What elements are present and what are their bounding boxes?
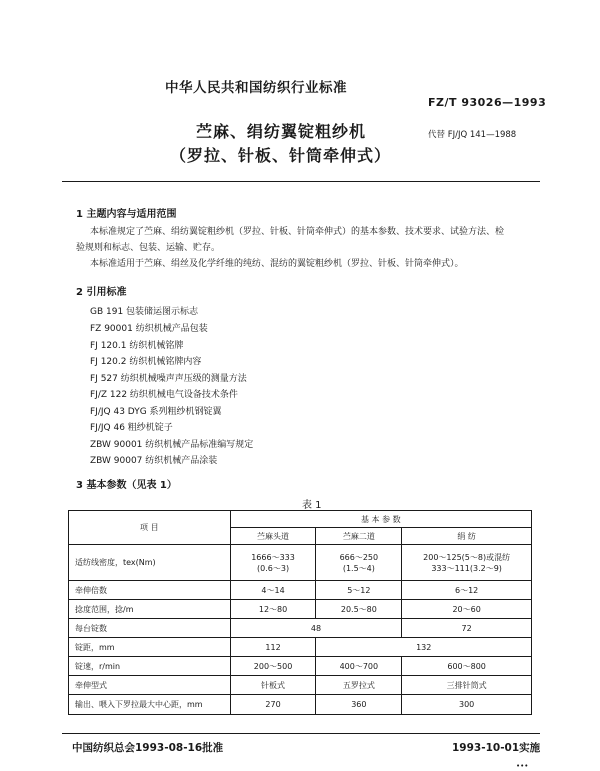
parameters-table (68, 510, 532, 715)
row-label: 牵伸型式 (69, 676, 231, 695)
replaces-note: 代替 FJ/JQ 141—1988 (428, 130, 517, 140)
standard-number: FZ/T 93026—1993 (428, 96, 547, 109)
section3-heading: 3 基本参数（见表 1） (76, 480, 177, 491)
table-cell: 5～12 (316, 581, 402, 600)
table-cell: 6～12 (402, 581, 532, 600)
table-cell: 1666～333 (0.6～3) (230, 545, 316, 581)
document-subtitle: （罗拉、针板、针筒牵伸式） (170, 146, 392, 165)
header-params: 基 本 参 数 (230, 511, 531, 528)
ref-item: FZ 90001 纺织机械产品包装 (90, 324, 208, 334)
approval-date: 中国纺织总会1993-08-16批准 (72, 742, 224, 754)
header-col-c: 绢 纺 (402, 528, 532, 545)
row-label: 锭速，r/min (69, 657, 231, 676)
footer-rule (62, 733, 540, 734)
row-label: 锭距，mm (69, 638, 231, 657)
ref-item: FJ/JQ 46 粗纱机锭子 (90, 423, 173, 433)
row-label: 适纺线密度，tex(Nm) (69, 545, 231, 581)
table-cell: 300 (402, 695, 532, 715)
table-cell: 666～250 (1.5～4) (316, 545, 402, 581)
ref-item: ZBW 90001 纺织机械产品标准编写规定 (90, 440, 254, 450)
header-item: 项 目 (69, 511, 231, 545)
row-label: 捻度范围，捻/m (69, 600, 231, 619)
header-rule (62, 181, 540, 182)
table-caption: 表 1 (302, 500, 322, 511)
table-cell: 400～700 (316, 657, 402, 676)
section1-para1-cont: 验规则和标志、包装、运输、贮存。 (76, 243, 221, 253)
row-label: 输出、喂入下罗拉最大中心距，mm (69, 695, 231, 715)
table-cell: 270 (230, 695, 316, 715)
section1-para1: 本标准规定了苎麻、绢纺翼锭粗纱机（罗拉、针板、针筒牵伸式）的基本参数、技术要求、试验方法、检 (90, 227, 505, 237)
ref-item: GB 191 包装储运图示标志 (90, 307, 199, 317)
table-cell: 针板式 (230, 676, 316, 695)
table-cell: 12～80 (230, 600, 316, 619)
ref-item: FJ 120.1 纺织机械铭牌 (90, 341, 184, 351)
header-col-a: 苎麻头道 (230, 528, 316, 545)
table-cell: 72 (402, 619, 532, 638)
section1-heading: 1 主题内容与适用范围 (76, 209, 177, 220)
table-cell: 360 (316, 695, 402, 715)
table-cell: 20～60 (402, 600, 532, 619)
page-mark: ••• (516, 762, 529, 770)
document-title: 苎麻、绢纺翼锭粗纱机 (196, 122, 367, 141)
ref-item: FJ 120.2 纺织机械铭牌内容 (90, 357, 202, 367)
table-cell: 五罗拉式 (316, 676, 402, 695)
section2-heading: 2 引用标准 (76, 287, 127, 298)
row-label: 牵伸倍数 (69, 581, 231, 600)
table-cell: 三排针筒式 (402, 676, 532, 695)
ref-item: FJ 527 纺织机械噪声声压级的测量方法 (90, 374, 247, 384)
effective-date: 1993-10-01实施 (452, 742, 541, 754)
table-cell: 200～500 (230, 657, 316, 676)
table-cell: 132 (316, 638, 532, 657)
table-cell: 600～800 (402, 657, 532, 676)
table-cell: 20.5～80 (316, 600, 402, 619)
table-cell: 4～14 (230, 581, 316, 600)
row-label: 每台锭数 (69, 619, 231, 638)
org-title: 中华人民共和国纺织行业标准 (165, 80, 347, 96)
ref-item: FJ/Z 122 纺织机械电气设备技术条件 (90, 390, 238, 400)
header-col-b: 苎麻二道 (316, 528, 402, 545)
table-cell: 112 (230, 638, 316, 657)
ref-item: ZBW 90007 纺织机械产品涂装 (90, 456, 218, 466)
table-cell: 200～125(5～8)或混纺 333～111(3.2～9) (402, 545, 532, 581)
ref-item: FJ/JQ 43 DYG 系列粗纱机钢锭翼 (90, 407, 222, 417)
section1-para2: 本标准适用于苎麻、绢丝及化学纤维的纯纺、混纺的翼锭粗纱机（罗拉、针板、针筒牵伸式）。 (90, 259, 464, 269)
table-cell: 48 (230, 619, 402, 638)
